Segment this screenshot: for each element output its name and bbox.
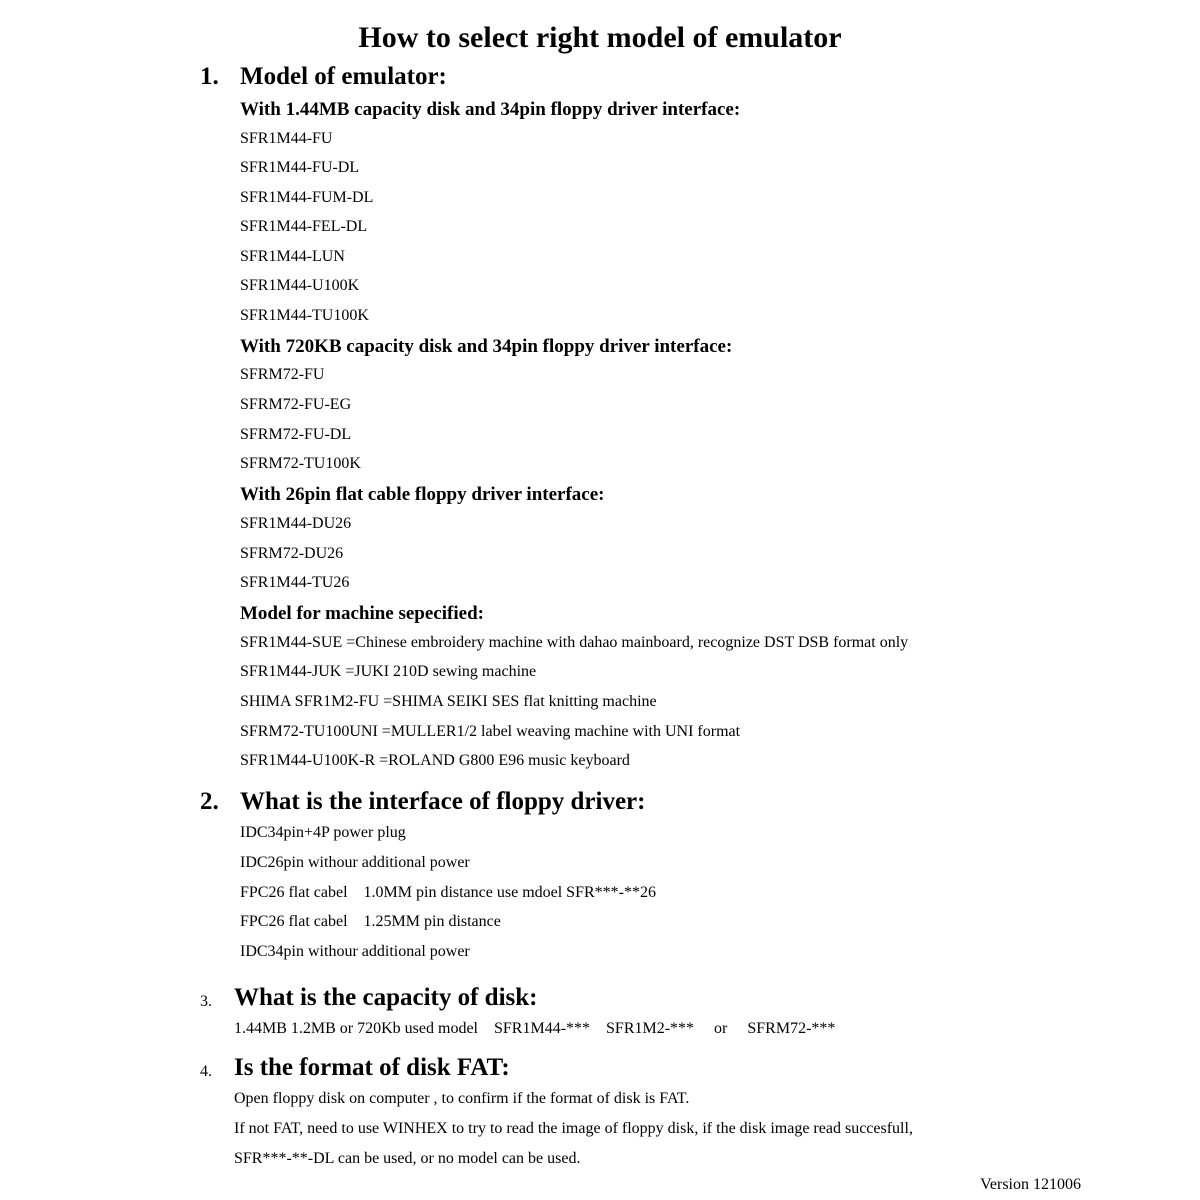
section-number: 2. bbox=[200, 788, 219, 815]
model-item: SFR1M44-U100K-R =ROLAND G800 E96 music keyboard bbox=[240, 752, 630, 769]
model-item: SFRM72-FU-EG bbox=[240, 396, 352, 413]
group-heading-1m44-34pin: With 1.44MB capacity disk and 34pin floppy driver interface: bbox=[240, 99, 741, 120]
interface-item: IDC34pin withour additional power bbox=[240, 943, 470, 960]
model-item: SFRM72-FU bbox=[240, 366, 325, 383]
model-item: SFR1M44-TU100K bbox=[240, 307, 369, 324]
group-heading-720kb-34pin: With 720KB capacity disk and 34pin floppy driver interface: bbox=[240, 336, 733, 357]
format-line: If not FAT, need to use WINHEX to try to read the image of floppy disk, if the disk image read succesfull, bbox=[234, 1120, 913, 1137]
section-heading: What is the capacity of disk: bbox=[234, 984, 538, 1011]
section-heading: Model of emulator: bbox=[240, 63, 447, 90]
model-item: SFRM72-FU-DL bbox=[240, 426, 352, 443]
format-line: SFR***-**-DL can be used, or no model can be used. bbox=[234, 1150, 581, 1167]
model-item: SFR1M44-DU26 bbox=[240, 515, 352, 532]
model-item: SFR1M44-LUN bbox=[240, 248, 345, 265]
group-heading-machine-specified: Model for machine sepecified: bbox=[240, 603, 484, 624]
model-item: SFR1M44-FUM-DL bbox=[240, 189, 374, 206]
page-title: How to select right model of emulator bbox=[358, 21, 842, 54]
model-item: SFR1M44-TU26 bbox=[240, 574, 350, 591]
section-number: 3. bbox=[200, 993, 212, 1010]
model-item: SFRM72-TU100UNI =MULLER1/2 label weaving machine with UNI format bbox=[240, 723, 741, 740]
group-heading-26pin: With 26pin flat cable floppy driver interface: bbox=[240, 484, 605, 505]
model-item: SFR1M44-FU-DL bbox=[240, 159, 360, 176]
format-line: Open floppy disk on computer , to confirm if the format of disk is FAT. bbox=[234, 1090, 690, 1107]
model-item: SFR1M44-FU bbox=[240, 130, 333, 147]
interface-item: FPC26 flat cabel 1.0MM pin distance use mdoel SFR***-**26 bbox=[240, 884, 656, 901]
capacity-line: 1.44MB 1.2MB or 720Kb used model SFR1M44-*** SFR1M2-*** or SFRM72-*** bbox=[234, 1020, 836, 1037]
model-item: SFRM72-TU100K bbox=[240, 455, 361, 472]
model-item: SFRM72-DU26 bbox=[240, 545, 344, 562]
model-item: SFR1M44-FEL-DL bbox=[240, 218, 368, 235]
section-heading: What is the interface of floppy driver: bbox=[240, 788, 646, 815]
section-heading: Is the format of disk FAT: bbox=[234, 1054, 510, 1081]
interface-item: IDC26pin withour additional power bbox=[240, 854, 470, 871]
interface-item: FPC26 flat cabel 1.25MM pin distance bbox=[240, 913, 501, 930]
model-item: SFR1M44-U100K bbox=[240, 277, 360, 294]
version-label: Version 121006 bbox=[980, 1176, 1081, 1193]
model-item: SFR1M44-SUE =Chinese embroidery machine with dahao mainboard, recognize DST DSB format only bbox=[240, 634, 909, 651]
model-item: SHIMA SFR1M2-FU =SHIMA SEIKI SES flat knitting machine bbox=[240, 693, 657, 710]
section-number: 1. bbox=[200, 63, 219, 90]
section-number: 4. bbox=[200, 1063, 212, 1080]
model-item: SFR1M44-JUK =JUKI 210D sewing machine bbox=[240, 663, 537, 680]
interface-item: IDC34pin+4P power plug bbox=[240, 824, 406, 841]
